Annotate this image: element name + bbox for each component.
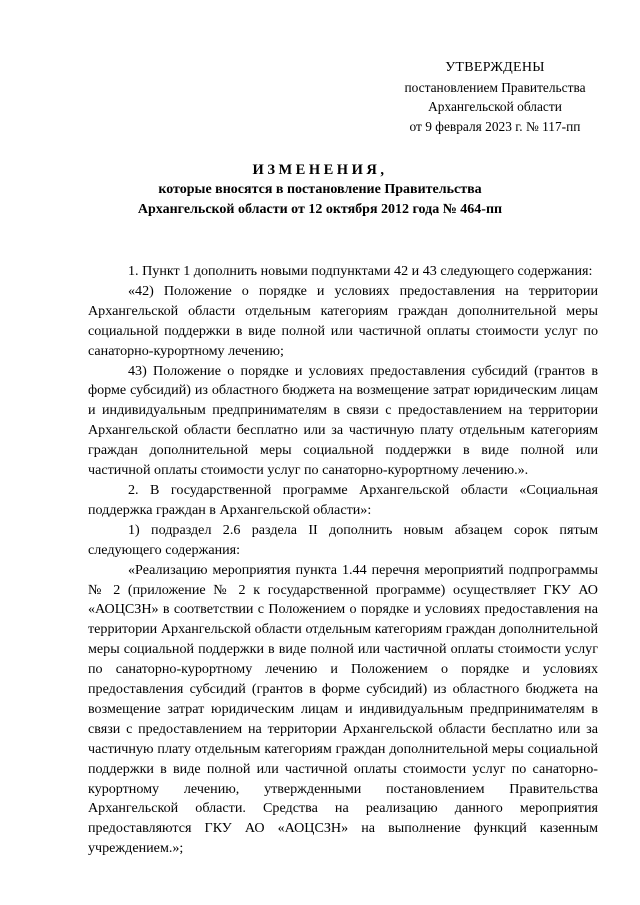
approval-line-3: от 9 февраля 2023 г. № 117-пп xyxy=(409,118,581,134)
paragraph-1: 1. Пункт 1 дополнить новыми подпунктами 42 и 43 следующего содержания: xyxy=(128,263,593,279)
document-body xyxy=(88,262,598,859)
paragraph-4: 2. В государственной программе Архангельской области «Социальная поддержка граждан в Архангельской области»: xyxy=(88,481,598,518)
paragraph-3: 43) Положение о порядке и условиях предоставления субсидий (грантов в форме субсидий) из областного бюджета на возмещение затрат юридическим лицам и индивидуальным предпринимателям в связи с предоставлением на территории Архангельской области бесплатно или за частичную плату отдельным категориям граждан дополнительной меры социальной поддержки в виде полной или частичной оплаты стоимости услуг по санаторно-курортному лечению.». xyxy=(88,362,598,479)
approval-line-2: Архангельской области xyxy=(428,99,562,114)
approval-stamp xyxy=(380,58,610,136)
paragraph-5: 1) подраздел 2.6 раздела II дополнить новым абзацем сорок пятым следующего содержания: xyxy=(88,521,598,558)
paragraph-2: «42) Положение о порядке и условиях предоставления на территории Архангельской области отдельным категориям граждан дополнительной меры социальной поддержки в виде полной или частичной оплаты стоимости услуг по санаторно-курортному лечению; xyxy=(88,282,598,359)
document-subtitle-line-2: Архангельской области от 12 октября 2012 года № 464-пп xyxy=(137,202,503,217)
approval-title: УТВЕРЖДЕНЫ xyxy=(445,60,545,75)
document-heading xyxy=(70,160,570,220)
paragraph-6: «Реализацию мероприятия пункта 1.44 перечня мероприятий подпрограммы № 2 (приложение № 2 к государственной программе) осуществляет ГКУ АО «АОЦСЗН» в соответствии с Положением о порядке и условиях предоставления на территории Архангельской области отдельным категориям граждан дополнительной меры социальной поддержки в виде полной или частичной оплаты стоимости услуг по санаторно-курортному лечению и Положением о порядке и условиях предоставления субсидий (грантов в форме субсидий) из областного бюджета на возмещение затрат юридическим лицам и индивидуальным предпринимателям в связи с предоставлением на территории Архангельской области бесплатно или за частичную плату отдельным категориям граждан дополнительной меры социальной поддержки в виде полной или частичной оплаты стоимости услуг по санаторно-курортному лечению, утвержденными постановлением Правительства Архангельской области. Средства на реализацию данного мероприятия предоставляются ГКУ АО «АОЦСЗН» на выполнение функций казенным учреждением.»; xyxy=(88,561,598,857)
document-title: ИЗМЕНЕНИЯ, xyxy=(252,162,388,178)
approval-line-1: постановлением Правительства xyxy=(404,79,586,95)
document-subtitle-line-1: которые вносятся в постановление Правительства xyxy=(158,182,482,197)
